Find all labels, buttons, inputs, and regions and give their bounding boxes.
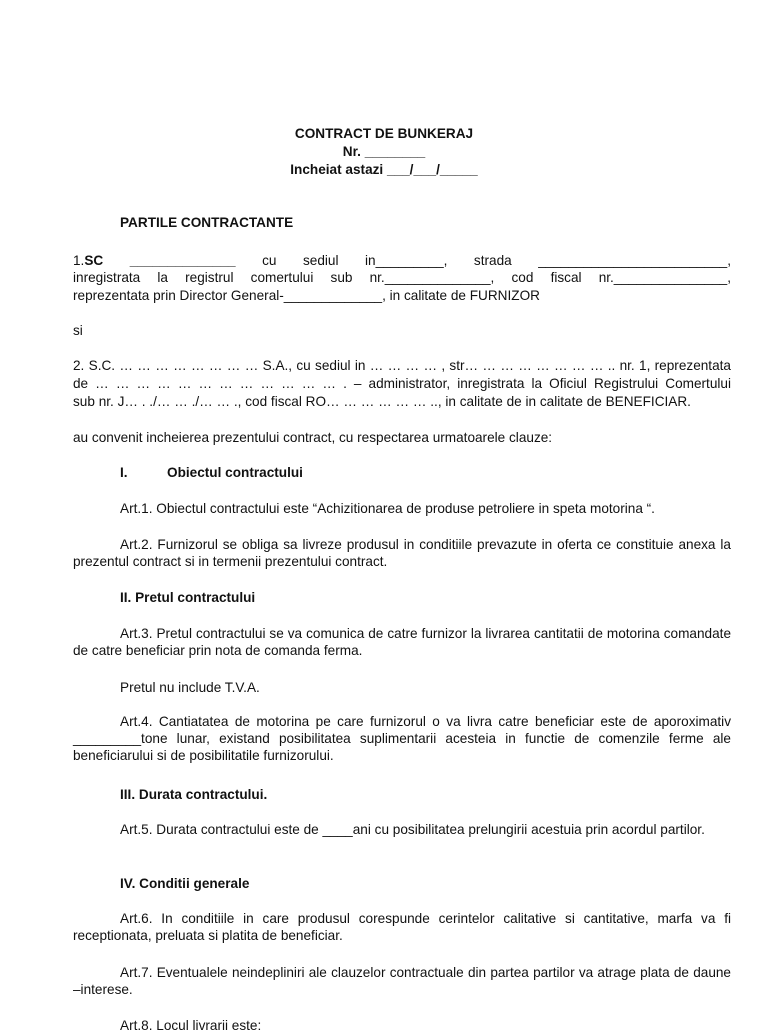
and-text: si <box>73 323 83 338</box>
concluded-date: Incheiat astazi ___/___/_____ <box>290 162 478 177</box>
section-1-number: I. <box>120 465 128 480</box>
article-2 <box>73 537 731 571</box>
section-3-heading: III. Durata contractului. <box>120 787 268 802</box>
parties-heading: PARTILE CONTRACTANTE <box>120 215 294 230</box>
party1-line1 <box>73 253 731 270</box>
party2-line1: 2. S.C. … … … … … … … … S.A., cu sediul in … … … … , str… … … … … … … … .. nr. 1, reprezentata <box>73 358 731 373</box>
party2-line2: de … … … … … … … … … … … … . – administrator, inregistrata la Oficiul Registrului Comertului <box>73 376 731 391</box>
article-4-text: Art.4. Cantiatatea de motorina pe care furnizorul o va livra catre beneficiar este de aporoximativ _________tone lunar, existand posibilitatea suplimentarii acesteia in functie de comenzile ferme ale beneficiarului si de posibilitatile furnizorului. <box>73 714 731 763</box>
article-4 <box>73 714 731 764</box>
article-5-text: Art.5. Durata contractului este de ____ani cu posibilitatea prelungirii acestuia prin acordul partilor. <box>120 822 705 837</box>
contract-number: Nr. ________ <box>342 144 426 159</box>
article-3-text: Art.3. Pretul contractului se va comunica de catre furnizor la livrarea cantitatii de motorina comandate de catre beneficiar prin nota de comanda ferma. <box>73 626 731 658</box>
party2-line3: sub nr. J… . ./… … ./… … ., cod fiscal RO… … … … … … .., in calitate de in calitate de BENEFICIAR. <box>73 394 691 409</box>
party1-line2: inregistrata la registrul comertului sub nr.______________, cod fiscal nr._______________, <box>73 270 731 285</box>
party1-sc-name: SC ______________ <box>84 253 236 268</box>
article-2-text: Art.2. Furnizorul se obliga sa livreze produsul in conditiile prevazute in oferta ce constituie anexa la prezentul contract si in termenii prezentului contract. <box>73 537 731 569</box>
article-6-text: Art.6. In conditiile in care produsul corespunde cerintelor calitative si cantitative, marfa va fi receptionata, preluata si platita de beneficiar. <box>73 911 731 943</box>
contract-title: CONTRACT DE BUNKERAJ <box>294 126 474 141</box>
article-3 <box>73 626 731 660</box>
article-5 <box>73 822 731 839</box>
section-4-heading: IV. Conditii generale <box>120 876 250 891</box>
article-6 <box>73 911 731 945</box>
section-1-heading <box>120 465 303 482</box>
vat-note: Pretul nu include T.V.A. <box>120 680 260 695</box>
article-8: Art.8. Locul livrarii este: <box>120 1018 262 1033</box>
article-1: Art.1. Obiectul contractului este “Achizitionarea de produse petroliere in speta motorina “. <box>120 501 655 516</box>
party1-seat: cu sediul in_________, strada _________________________, <box>235 253 731 268</box>
section-1-title: Obiectul contractului <box>167 465 303 480</box>
party1-number: 1. <box>73 253 85 268</box>
article-7-text: Art.7. Eventualele neindepliniri ale clauzelor contractuale din partea partilor va atrage plata de daune –interese. <box>73 965 731 997</box>
section-2-heading: II. Pretul contractului <box>120 590 256 605</box>
article-7 <box>73 965 731 999</box>
party1-line3: reprezentata prin Director General-_____________, in calitate de FURNIZOR <box>73 288 540 303</box>
agreement-text: au convenit incheierea prezentului contract, cu respectarea urmatoarele clauze: <box>73 430 553 445</box>
